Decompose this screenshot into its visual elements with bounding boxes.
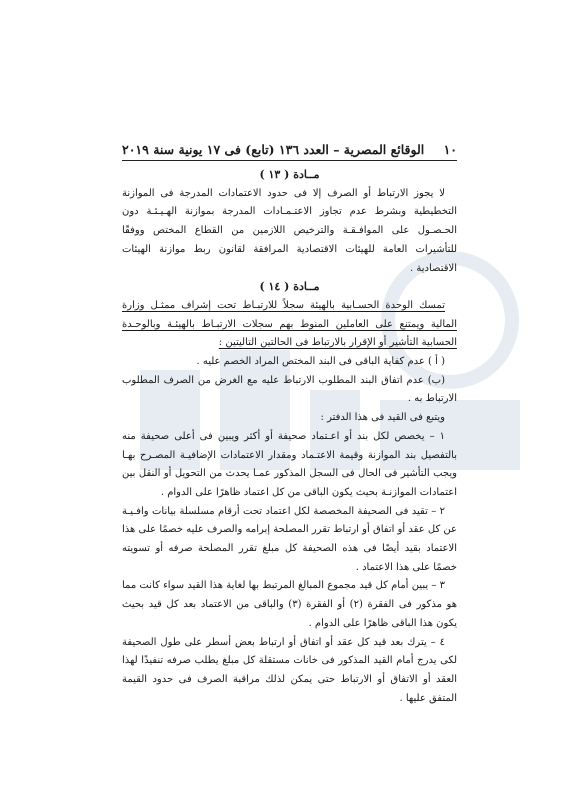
condition-item: (ب) عدم اتفاق البند المطلوب الارتباط عليه مع الغرض من الصرف المطلوب الارتباط به . <box>122 374 457 405</box>
numbered-rule: ٢ – تقيد فى الصحيفة المخصصة لكل اعتماد تحت أرقام مسلسلة بيانات وافـيـة عن كل عقد أو اتفاق أو ارتباط تقرر المصلحة إبرامه والصرف عليه خصمًا على هذا الاعتماد بقيد أيضًا فى هذه الصحيفة كل مبلغ تقرر المصلحة صرفه أو تسويته خصمًا على هذا الاعتماد . <box>122 505 457 573</box>
article-title: مــادة ( ١٤ ) <box>259 280 320 294</box>
condition-item: ( أ ) عدم كفاية الباقى فى البند المختص المراد الخصم عليه . <box>196 356 445 368</box>
running-title: الوقائع المصرية – العدد ١٣٦ (تابع) فى ١٧ يونية سنة ٢٠١٩ <box>122 142 425 157</box>
article-title: مــادة ( ١٣ ) <box>259 168 320 181</box>
page-number: ١٠ <box>443 142 457 157</box>
header-divider <box>122 160 457 161</box>
article-14 <box>122 278 457 708</box>
article-paragraph: ويتبع فى القيد فى هذا الدفتر : <box>320 412 445 424</box>
article-paragraph: لا يجوز الارتباط أو الصرف إلا فى حدود الاعتمادات المدرجة فى الموازنة التخطيطية وبشرط عدم تجاوز الاعتـمـادات المدرجة بموازنة الهـيـئـة دون الحـصـول على الموافـقـة والترخيص اللازمين من القطاع المختص ووفقًا للتأشيرات العامة للهيئات الاقتصادية المرافقة لقانون ربط موازنة الهيئات الاقتصادية . <box>122 187 457 274</box>
numbered-rule: ٤ – يترك بعد قيد كل عقد أو اتفاق أو ارتباط بعض أسطر على طول الصحيفة لكى يدرج أمام القيد المذكور فى خانات مستقلة كل مبلغ يطلب صرفه تنفيذًا لهذا العقد أو الاتفاق أو الارتباط حتى يمكن لذلك مراقبة الصرف فى حدود القيمة المتفق عليها . <box>122 636 457 704</box>
numbered-rule: ٣ – يبين أمام كل قيد مجموع المبالغ المرتبط بها لغاية هذا القيد سواء كانت مما هو مذكور فى الفقرة (٢) أو الفقرة (٣) والباقى من الاعتماد بعد كل قيد بحيث يكون هذا الباقى ظاهرًا على الدوام . <box>122 580 457 629</box>
article-paragraph: تمسك الوحدة الحسـابية بالهيئة سجلاً للارتبـاط تحت إشراف ممثـل وزارة المالية ويمتنع على العاملين المنوط بهم سجلات الارتبـاط بالهيئـة وبالوحـدة الحسابية التأشير أو الإقرار بالارتباط فى الحالتين التاليتين : <box>122 299 457 349</box>
article-13 <box>122 166 457 278</box>
document-body <box>122 166 457 708</box>
running-header <box>122 137 457 157</box>
numbered-rule: ١ – يخصص لكل بند أو اعـتماد صحيفة أو أكثر ويبين فى أعلى صحيفة منه بالتفصيل بند الموازنة وقيمة الاعتـماد ومقدار الاعتمادات الإضافيـة المصـرح بهـا ويجب التأشير فى الحال فى السجل المذكور عمـا يحدث من التحويل أو النقل بين اعتمادات الموازنـة بحيث يكون الباقى من كل اعتماد ظاهرًا على الدوام . <box>122 430 457 498</box>
